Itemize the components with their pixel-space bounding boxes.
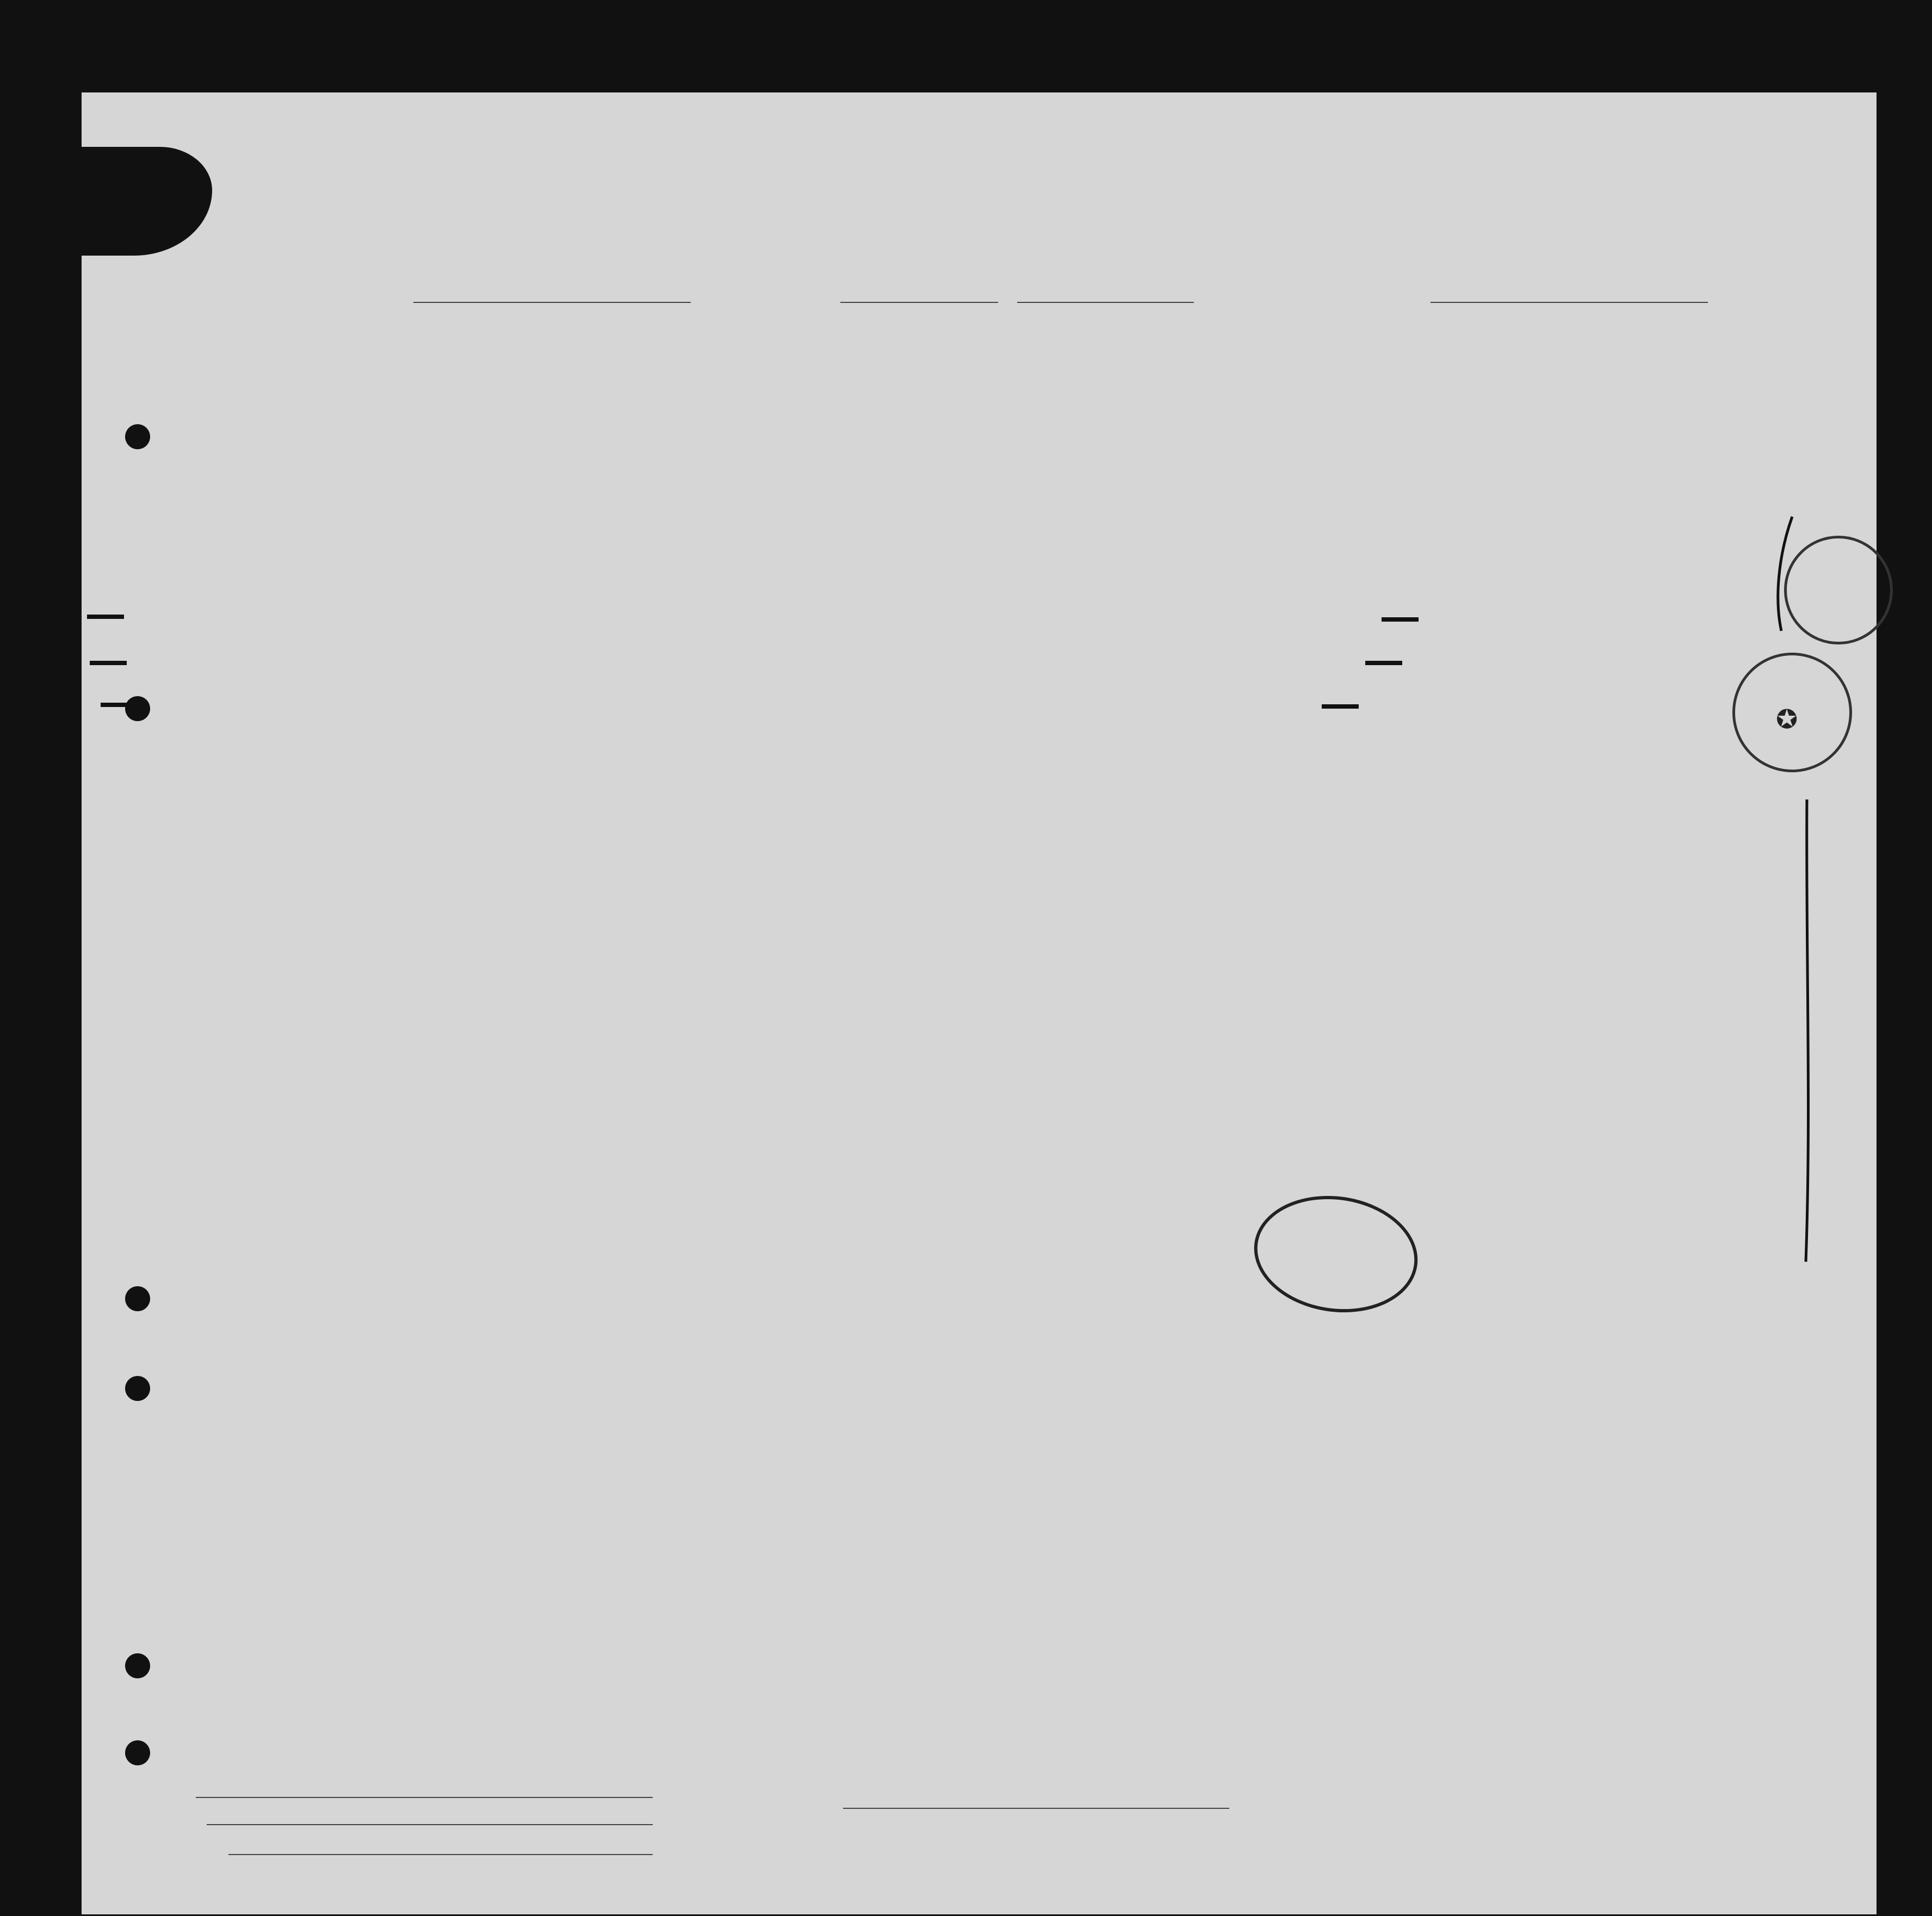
did-not-sail-stamp	[87, 615, 124, 619]
eagle-icon: ✪	[1776, 705, 1798, 734]
did-not-sail-stamp	[1322, 704, 1359, 709]
consulate-seal	[1784, 536, 1893, 644]
did-not-sail-stamp	[1365, 661, 1402, 665]
consulate-seal	[1732, 653, 1852, 772]
mercantile-office-city	[1255, 1260, 1411, 1281]
mercantile-office-date	[1259, 1231, 1415, 1253]
did-not-sail-stamp	[90, 661, 127, 665]
did-not-sail-stamp	[1382, 617, 1419, 622]
did-not-sail-stamp	[101, 703, 138, 707]
